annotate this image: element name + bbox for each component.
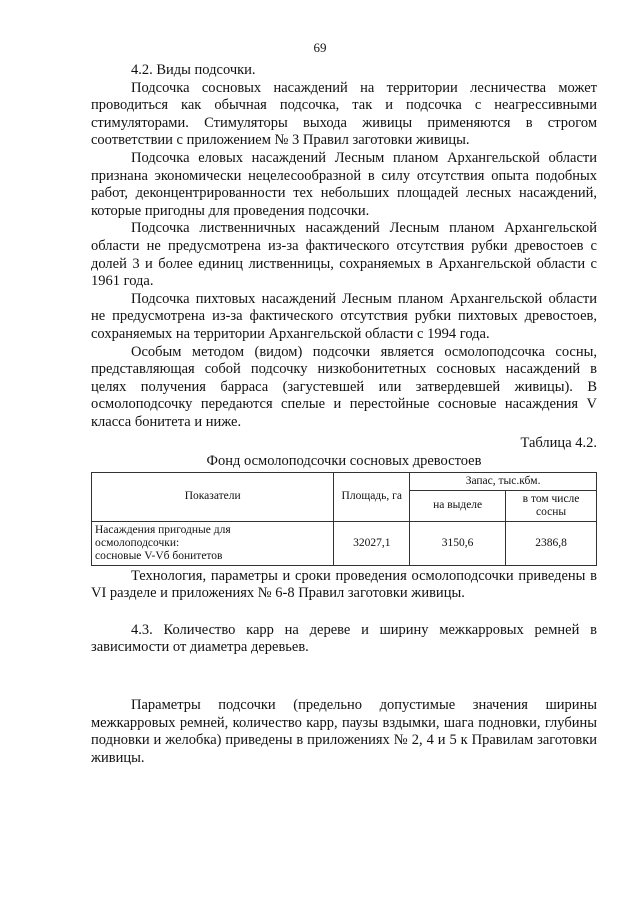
header-including-pine: в том числе сосны	[506, 490, 597, 521]
paragraph-spruce-tapping: Подсочка еловых насаждений Лесным планом Архангельской области признана экономически нецелесообразной в силу отсутствия опыта подобных работ, деконцентрированности тех небольших площадей лесных насаждений, которые пригодны для проведения подсочки.	[91, 149, 597, 219]
cell-area: 32027,1	[334, 521, 410, 565]
section-heading-4-2: 4.2. Виды подсочки.	[131, 62, 256, 78]
spacer	[91, 657, 597, 697]
cell-indicator-line: сосновые V-Vб бонитетов	[95, 549, 223, 562]
cell-including-pine: 2386,8	[506, 521, 597, 565]
paragraph-fir-tapping: Подсочка пихтовых насаждений Лесным планом Архангельской области не предусмотрена из-за фактического отсутствия рубки пихтовых древостоев, сохраняемых на территории Архангельской области с 1994 года.	[91, 290, 597, 342]
table-number: Таблица 4.2.	[520, 435, 597, 452]
section-heading-4-3: 4.3. Количество карр на дереве и ширину межкарровых ремней в зависимости от диаметра деревьев.	[91, 621, 597, 656]
paragraph-tapping-parameters: Параметры подсочки (предельно допустимые значения ширины межкарровых ремней, количество карр, паузы вздымки, шага подновки, глубины подновки и желобка) приведены в приложениях № 2, 4 и 5 к Правилам заготовки живицы.	[91, 697, 597, 766]
cell-indicator-line: Насаждения пригодные для	[95, 523, 231, 536]
header-stock: Запас, тыс.кбм.	[410, 472, 597, 490]
page-number: 69	[313, 40, 327, 55]
paragraph-technology: Технология, параметры и сроки проведения осмолоподсочки приведены в VI разделе и приложениях № 6-8 Правил заготовки живицы.	[91, 567, 597, 602]
header-on-allotment: на выделе	[410, 490, 506, 521]
table-title: Фонд осмолоподсочки сосновых древостоев	[206, 453, 482, 470]
spacer	[91, 603, 597, 622]
paragraph-pine-tapping: Подсочка сосновых насаждений на территории лесничества может проводиться как обычная подсочка, так и подсочка с неагрессивными стимуляторами. Стимуляторы выхода живицы применяются в строгом соответствии с приложением № 3 Правил заготовки живицы.	[91, 79, 597, 149]
paragraph-larch-tapping: Подсочка лиственничных насаждений Лесным планом Архангельской области не предусмотрена из-за фактического отсутствия рубки древостоев с долей 3 и более единиц лиственницы, сохраняемых в Архангельской области с 1961 года.	[91, 220, 597, 290]
paragraph-resin-tapping-method: Особым методом (видом) подсочки является осмолоподсочка сосны, представляющая собой подсочку низкобонитетных сосновых насаждений в целях получения барраса (загустевшей или затвердевшей живицы). В осмолоподсочку передаются спелые и перестойные сосновые насаждения V класса бонитета и ниже.	[91, 343, 597, 430]
table-header-row	[92, 472, 597, 490]
header-area: Площадь, га	[334, 472, 410, 521]
cell-indicator	[92, 521, 334, 565]
cell-indicator-line: осмолоподсочки:	[95, 536, 180, 549]
header-indicators: Показатели	[92, 472, 334, 521]
resin-fund-table	[91, 472, 597, 566]
table-row	[92, 521, 597, 565]
page-content	[91, 62, 597, 767]
cell-on-allotment: 3150,6	[410, 521, 506, 565]
